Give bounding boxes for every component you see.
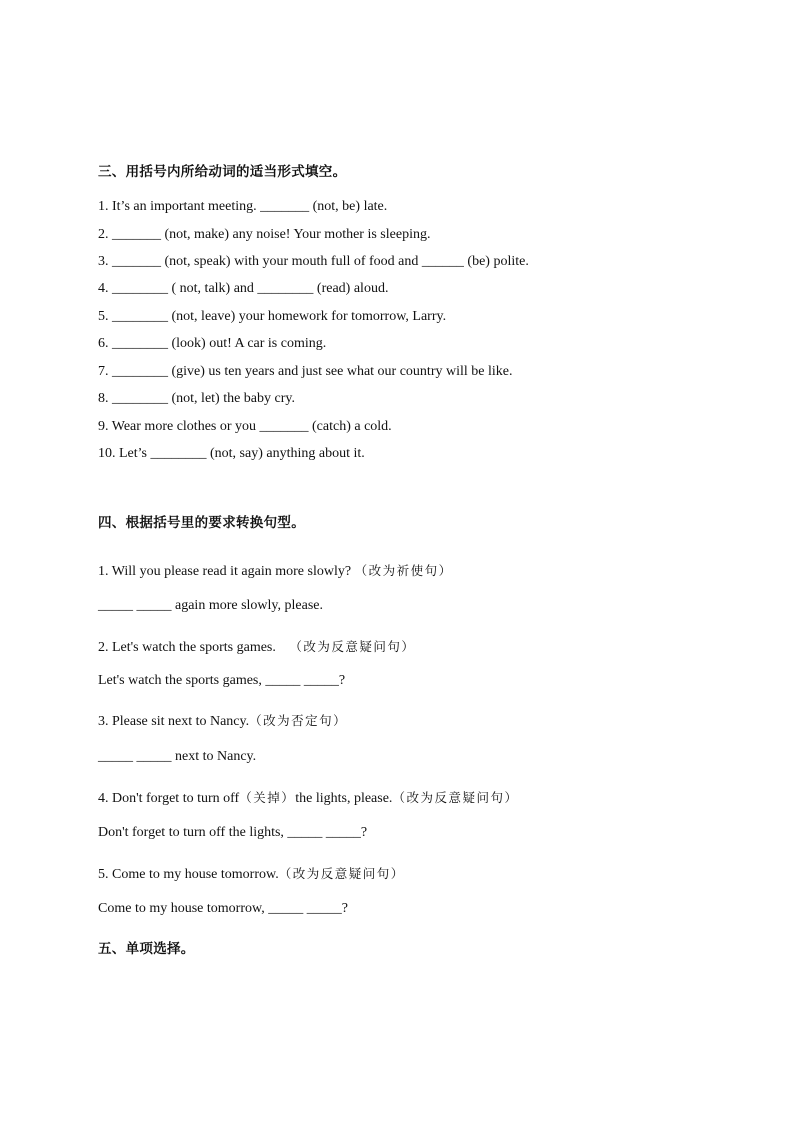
fill-blank-item-9: 9. Wear more clothes or you _______ (catch) a cold. [98, 419, 392, 434]
fill-blank-item-6: 6. ________ (look) out! A car is coming. [98, 336, 327, 351]
question-3-instruction: （改为否定句） [249, 713, 348, 728]
answer-line-1: _____ _____ again more slowly, please. [98, 598, 323, 613]
transform-question-4 [98, 788, 518, 807]
answer-line-5: Come to my house tomorrow, _____ _____? [98, 901, 348, 916]
section-3-heading: 三、用括号内所给动词的适当形式填空。 [98, 164, 347, 180]
question-4-text-start: 4. Don't forget to turn off [98, 791, 240, 806]
transform-question-5 [98, 864, 405, 883]
fill-blank-item-3: 3. _______ (not, speak) with your mouth full of food and ______ (be) polite. [98, 254, 529, 269]
answer-line-4: Don't forget to turn off the lights, _____ _____? [98, 825, 368, 840]
answer-line-2: Let's watch the sports games, _____ _____? [98, 673, 346, 688]
fill-blank-item-4: 4. ________ ( not, talk) and ________ (read) aloud. [98, 281, 389, 296]
transform-question-3 [98, 711, 347, 730]
fill-blank-item-8: 8. ________ (not, let) the baby cry. [98, 391, 295, 406]
question-2-instruction: （改为反意疑问句） [289, 639, 416, 654]
answer-line-3: _____ _____ next to Nancy. [98, 749, 257, 764]
fill-blank-item-7: 7. ________ (give) us ten years and just see what our country will be like. [98, 364, 513, 379]
question-4-text-end: the lights, please. [295, 791, 393, 806]
transform-question-2 [98, 637, 415, 656]
question-1-text: 1. Will you please read it again more slowly? [98, 564, 352, 579]
fill-blank-item-5: 5. ________ (not, leave) your homework for tomorrow, Larry. [98, 309, 447, 324]
question-4-instruction: （改为反意疑问句） [392, 790, 519, 805]
section-5-heading: 五、单项选择。 [98, 941, 195, 957]
question-1-instruction: （改为祈使句） [354, 563, 453, 578]
section-4-heading: 四、根据括号里的要求转换句型。 [98, 515, 305, 531]
question-5-text: 5. Come to my house tomorrow. [98, 867, 279, 882]
fill-blank-item-10: 10. Let’s ________ (not, say) anything about it. [98, 446, 365, 461]
question-4-gloss: （关掉） [239, 790, 296, 805]
question-5-instruction: （改为反意疑问句） [278, 866, 405, 881]
question-2-text: 2. Let's watch the sports games. [98, 640, 276, 655]
transform-question-1 [98, 561, 453, 580]
question-3-text: 3. Please sit next to Nancy. [98, 714, 250, 729]
fill-blank-item-2: 2. _______ (not, make) any noise! Your mother is sleeping. [98, 227, 431, 242]
fill-blank-item-1: 1. It’s an important meeting. _______ (not, be) late. [98, 199, 388, 214]
